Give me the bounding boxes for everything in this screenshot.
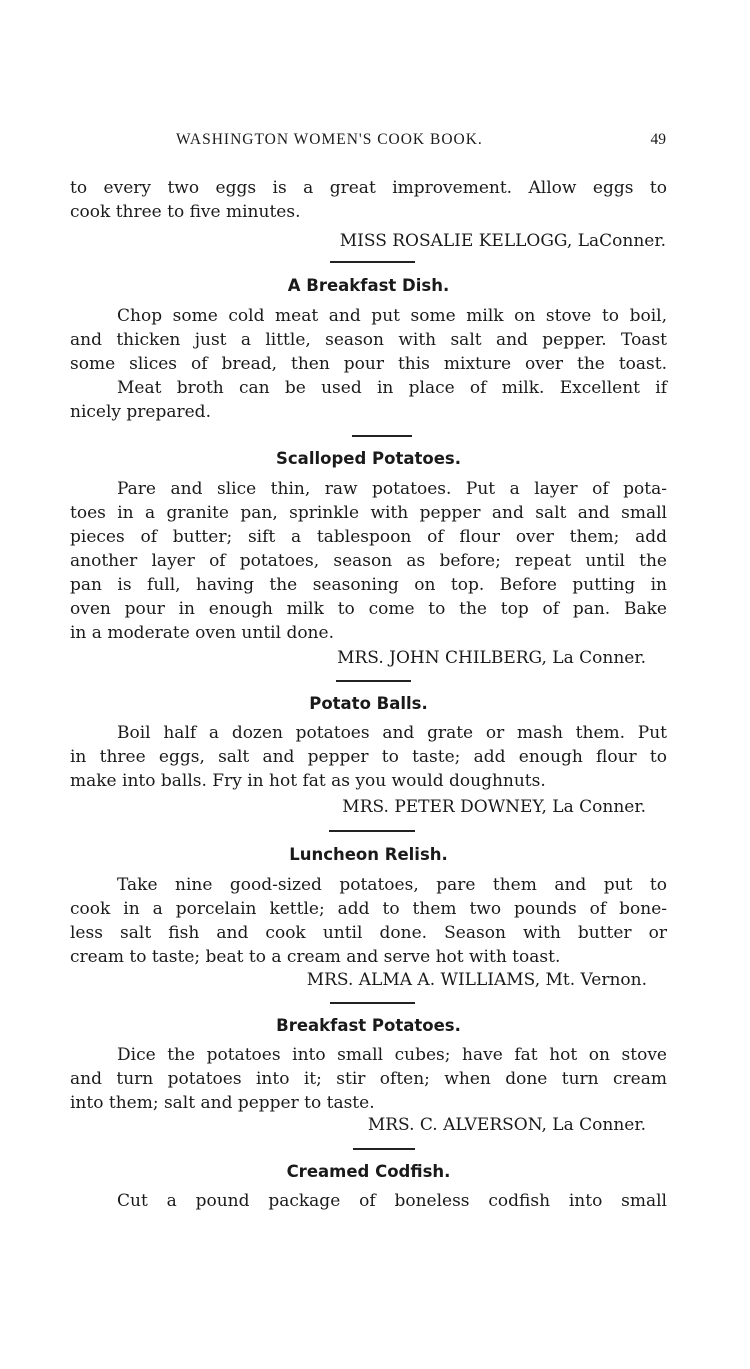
body-line: Cut a pound package of boneless codfish into small	[117, 1191, 667, 1211]
running-title: WASHINGTON WOMEN'S COOK BOOK.	[176, 131, 483, 148]
body-line: and turn potatoes into it; stir often; when done turn cream	[70, 1069, 667, 1089]
body-line: another layer of potatoes, season as before; repeat until the	[70, 551, 667, 571]
body-line: Dice the potatoes into small cubes; have fat hot on stove	[117, 1045, 667, 1065]
section-divider	[330, 261, 415, 263]
section-divider	[336, 680, 411, 682]
recipe-signature: MRS. C. ALVERSON, La Conner.	[367, 1115, 646, 1135]
body-line: toes in a granite pan, sprinkle with pepper and salt and small	[70, 503, 667, 523]
body-line: Meat broth can be used in place of milk. Excellent if	[117, 378, 667, 398]
body-line: cook in a porcelain kettle; add to them two pounds of bone-	[70, 899, 667, 919]
body-line: some slices of bread, then pour this mixture over the toast.	[70, 354, 667, 374]
body-line: pieces of butter; sift a tablespoon of flour over them; add	[70, 527, 667, 547]
body-line: Pare and slice thin, raw potatoes. Put a layer of pota-	[117, 479, 667, 499]
recipe-signature: MRS. PETER DOWNEY, La Conner.	[342, 797, 646, 817]
section-divider	[330, 1002, 415, 1004]
recipe-signature: MISS ROSALIE KELLOGG, LaConner.	[339, 231, 666, 251]
body-line: nicely prepared.	[70, 402, 211, 422]
body-line: in three eggs, salt and pepper to taste; add enough flour to	[70, 747, 667, 767]
body-line: cream to taste; beat to a cream and serve hot with toast.	[70, 947, 561, 967]
page-number: 49	[650, 131, 666, 148]
recipe-title: A Breakfast Dish.	[287, 276, 450, 295]
body-line: cook three to five minutes.	[70, 202, 301, 222]
recipe-title: Luncheon Relish.	[289, 845, 448, 864]
recipe-title: Creamed Codfish.	[286, 1162, 451, 1181]
body-line: make into balls. Fry in hot fat as you would doughnuts.	[70, 771, 546, 791]
recipe-signature: MRS. ALMA A. WILLIAMS, Mt. Vernon.	[306, 970, 647, 990]
body-line: oven pour in enough milk to come to the top of pan. Bake	[70, 599, 667, 619]
section-divider	[353, 1148, 415, 1150]
recipe-title: Scalloped Potatoes.	[276, 449, 461, 468]
recipe-signature: MRS. JOHN CHILBERG, La Conner.	[337, 648, 646, 668]
body-line: into them; salt and pepper to taste.	[70, 1093, 375, 1113]
section-divider	[329, 830, 415, 832]
body-line: and thicken just a little, season with salt and pepper. Toast	[70, 330, 667, 350]
body-line: in a moderate oven until done.	[70, 623, 334, 643]
body-line: to every two eggs is a great improvement. Allow eggs to	[70, 178, 667, 198]
section-divider	[352, 435, 412, 437]
body-line: pan is full, having the seasoning on top. Before putting in	[70, 575, 667, 595]
body-line: less salt fish and cook until done. Season with butter or	[70, 923, 667, 943]
recipe-title: Potato Balls.	[309, 694, 428, 713]
recipe-title: Breakfast Potatoes.	[276, 1016, 461, 1035]
body-line: Chop some cold meat and put some milk on stove to boil,	[117, 306, 667, 326]
running-header	[70, 131, 666, 155]
body-line: Boil half a dozen potatoes and grate or mash them. Put	[117, 723, 667, 743]
body-line: Take nine good-sized potatoes, pare them and put to	[117, 875, 667, 895]
